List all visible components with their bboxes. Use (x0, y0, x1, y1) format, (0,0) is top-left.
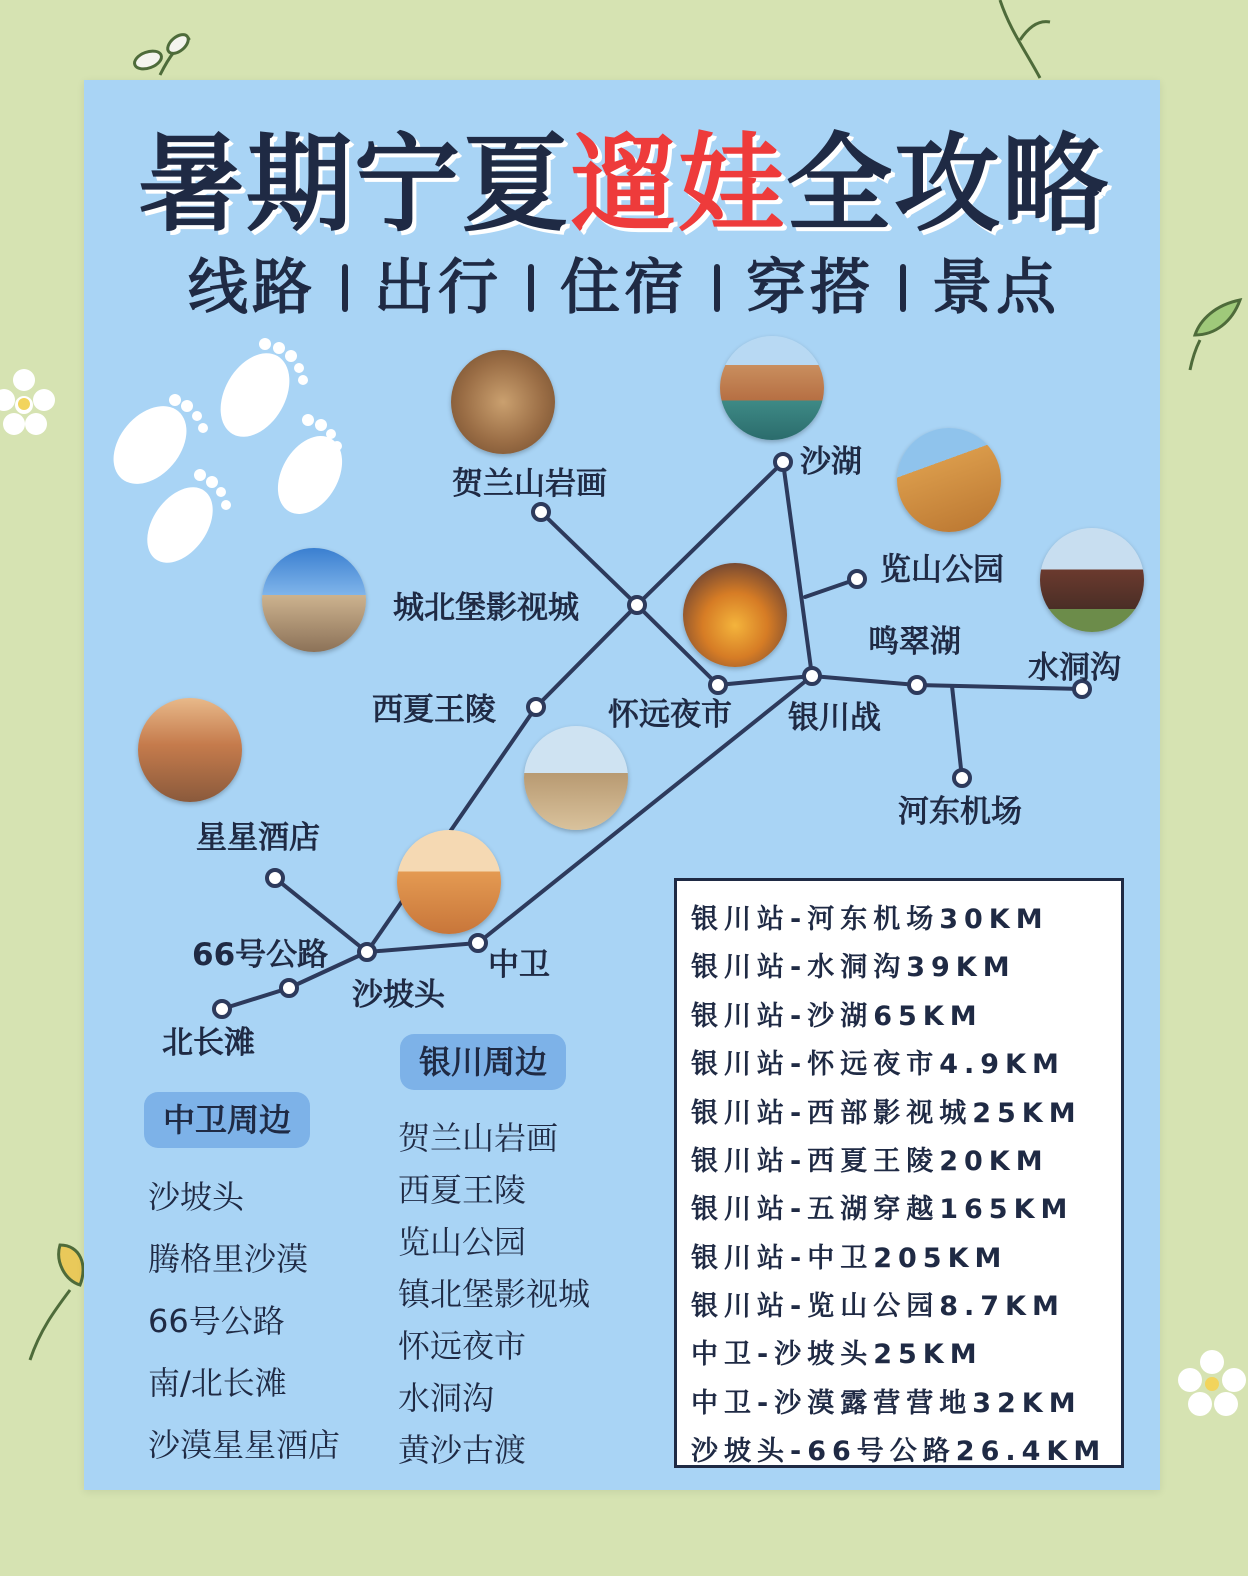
station-label: 水洞沟 (1028, 650, 1121, 686)
distance-row: 银川站-怀远夜市4.9KM (691, 1049, 1065, 1080)
station-label: 览山公园 (880, 552, 1004, 588)
photo-huaiyuan-night-market (683, 563, 787, 667)
subtitle-item: 穿搭 (746, 253, 874, 323)
station-node (954, 770, 970, 786)
distance-row: 银川站-中卫205KM (691, 1243, 1008, 1274)
list-item: 66号公路 (148, 1302, 285, 1340)
station-node (710, 677, 726, 693)
list-item: 沙漠星星酒店 (148, 1426, 341, 1464)
station-label: 银川战 (788, 700, 881, 736)
station-node (281, 980, 297, 996)
zhongwei-list (148, 1166, 340, 1476)
station-label: 怀远夜市 (608, 697, 732, 733)
station-node (629, 597, 645, 613)
distance-row: 银川站-西部影视城25KM (691, 1098, 1082, 1129)
photo-film-studio (262, 548, 366, 652)
list-item: 黄沙古渡 (398, 1431, 527, 1469)
distance-row: 银川站-水洞沟39KM (691, 952, 1016, 983)
photo-xixia-tombs (524, 726, 628, 830)
station-node (214, 1001, 230, 1017)
station-node (849, 571, 865, 587)
distance-row: 中卫-沙坡头25KM (691, 1339, 983, 1370)
distance-row: 沙坡头-66号公路26.4KM (691, 1436, 1107, 1467)
distance-row: 银川站-览山公园8.7KM (691, 1291, 1065, 1322)
list-item: 西夏王陵 (398, 1171, 527, 1209)
list-item: 腾格里沙漠 (148, 1240, 309, 1278)
title-highlight: 遛娃 (570, 123, 786, 246)
station-label: 66号公路 (192, 937, 329, 973)
station-label: 河东机场 (898, 794, 1022, 830)
station-node (528, 699, 544, 715)
list-item: 镇北堡影视城 (398, 1275, 591, 1313)
list-item: 南/北长滩 (148, 1364, 287, 1402)
subtitle-item: 线路 (188, 253, 316, 323)
station-node (775, 454, 791, 470)
station-label: 贺兰山岩画 (452, 466, 607, 502)
station-node (359, 944, 375, 960)
station-label: 沙坡头 (352, 977, 445, 1013)
station-label: 鸣翠湖 (868, 624, 961, 660)
station-node (267, 870, 283, 886)
list-item: 水洞沟 (398, 1379, 495, 1417)
station-node (470, 935, 486, 951)
distance-row: 中卫-沙漠露营营地32KM (691, 1388, 1082, 1419)
distance-row: 银川站-西夏王陵20KM (691, 1146, 1049, 1177)
distance-row: 银川站-沙湖65KM (691, 1001, 983, 1032)
list-item: 贺兰山岩画 (398, 1119, 559, 1157)
subtitle-item: 景点 (932, 253, 1060, 323)
tag-zhongwei: 中卫周边 (144, 1092, 310, 1148)
photo-shapotou-desert (397, 830, 501, 934)
station-label: 中卫 (488, 947, 550, 983)
station-label: 西夏王陵 (372, 692, 496, 728)
photo-shuidonggou (1040, 528, 1144, 632)
photo-lanshan-park (897, 428, 1001, 532)
distance-table (674, 878, 1124, 1468)
yinchuan-list (398, 1112, 590, 1476)
station-label: 星星酒店 (196, 820, 320, 856)
list-item: 沙坡头 (148, 1178, 245, 1216)
station-label: 沙湖 (800, 444, 862, 480)
subtitle-item: 住宿 (560, 253, 688, 323)
station-node (909, 677, 925, 693)
station-node (533, 504, 549, 520)
list-item: 览山公园 (398, 1223, 527, 1261)
photo-sand-lake (720, 336, 824, 440)
subtitle-item: 出行 (374, 253, 502, 323)
page-title: 暑期宁夏遛娃全攻略 (138, 123, 1110, 246)
list-item: 怀远夜市 (398, 1327, 527, 1365)
station-label: 城北堡影视城 (393, 590, 579, 626)
photo-helan-rock-art (451, 350, 555, 454)
station-node (804, 668, 820, 684)
tag-yinchuan: 银川周边 (400, 1034, 566, 1090)
photo-star-hotel (138, 698, 242, 802)
distance-row: 银川站-五湖穿越165KM (691, 1194, 1074, 1225)
station-label: 北长滩 (162, 1025, 255, 1061)
distance-row: 银川站-河东机场30KM (691, 904, 1049, 935)
